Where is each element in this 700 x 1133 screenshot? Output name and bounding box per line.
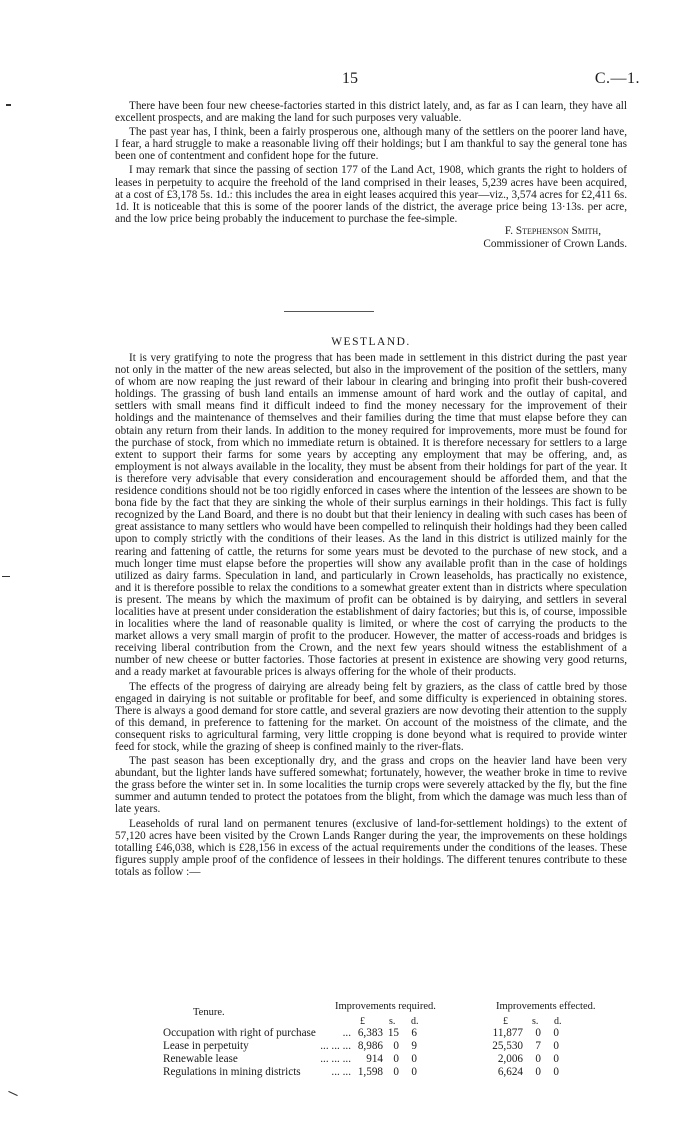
section-2-body [115,352,627,878]
effected-pounds: 11,877 [492,1027,523,1039]
paragraph: There have been four new cheese-factories started in this district lately, and, as far as I can learn, they have all excellent prospects, and are making the land for such purposes very valuable. [115,100,627,125]
dot-leader: ... ... [331,1066,351,1078]
tenure-name: Occupation with right of purchase [163,1027,316,1039]
dot-leader: ... ... ... [320,1040,351,1052]
scan-artifact [6,104,11,106]
required-shillings: 0 [393,1040,399,1052]
unit-pence: d. [554,1016,562,1027]
unit-shillings: s. [532,1016,539,1027]
document-code: C.—1. [594,70,640,87]
required-pence: 9 [411,1040,417,1052]
table-units-row [115,1016,627,1027]
required-pence: 6 [411,1027,417,1039]
effected-pounds: 6,624 [497,1066,523,1078]
effected-shillings: 7 [535,1040,541,1052]
paragraph: I may remark that since the passing of section 177 of the Land Act, 1908, which grants the right to holders of leases in perpetuity to acquire the freehold of the land comprised in their leases, 5,239 acres have been acquired, at a cost of £3,178 5s. 1d.: this includes the area in eight leases acquired this year—viz., 3,574 acres for £2,411 6s. 1d. It is noticeable that this is some of the poorer lands of the district, the average price being 13·13s. per acre, and the low price being probably the inducement to purchase the fee-simple. [115,164,627,225]
paragraph: Leaseholds of rural land on permanent tenures (exclusive of land-for-settlement holdings) to the extent of 57,120 acres have been visited by the Crown Lands Ranger during the year, the improvements on these holdings totalling £46,038, which is £28,156 in excess of the actual requirements under the conditions of the leases. These figures supply ample proof of the confidence of lessees in their holdings. The different tenures contribute to these totals as follow :— [115,817,627,878]
column-header-tenure: Tenure. [193,1007,225,1018]
table-row [115,1066,627,1079]
table-row [115,1053,627,1066]
improvements-table [115,1003,627,1079]
column-header-effected: Improvements effected. [496,1001,596,1012]
required-pence: 0 [411,1066,417,1078]
required-shillings: 0 [393,1053,399,1065]
column-header-required: Improvements required. [335,1001,436,1012]
required-pounds: 6,383 [357,1027,383,1039]
tenure-name: Lease in perpetuity [163,1040,249,1052]
effected-pence: 0 [553,1066,559,1078]
page-header [0,70,700,88]
scan-artifact [2,576,10,577]
table-row [115,1027,627,1040]
dot-leader: ... ... ... [320,1053,351,1065]
section-1-body [115,100,627,251]
effected-pounds: 2,006 [497,1053,523,1065]
effected-pence: 0 [553,1027,559,1039]
effected-shillings: 0 [535,1053,541,1065]
required-shillings: 0 [393,1066,399,1078]
effected-pence: 0 [553,1053,559,1065]
paragraph: The past year has, I think, been a fairly prosperous one, although many of the settlers on the poorer land have, I fear, a hard struggle to make a reasonable living off their holdings; but I am thankful to say the general tone has been one of contentment and confident hope for the future. [115,126,627,163]
signature-block [115,225,627,251]
section-heading: WESTLAND. [331,336,411,348]
required-pence: 0 [411,1053,417,1065]
effected-shillings: 0 [535,1027,541,1039]
unit-shillings: s. [389,1016,396,1027]
paragraph: It is very gratifying to note the progress that has been made in settlement in this district during the past year not only in the matter of the new areas selected, but also in the improvement of the position of the settlers, many of whom are now reaping the just reward of their labour in clearing and bringing into profit their bush-covered holdings. The grassing of bush land entails an immense amount of hard work and the outlay of capital, and settlers with small means find it difficult indeed to find the money necessary for the improvement of their holdings and the maintenance of themselves and their families during the time that must elapse before they can obtain any return from their lands. In addition to the money required for improvements, more must be found for the purchase of stock, from which no immediate return is obtained. It is therefore necessary for settlers to a large extent to support their farms for some years by accepting any employment that may be offering, and, as employment is not always available in the locality, they must be absent from their holdings for part of the year. It is therefore very advisable that every consideration and encouragement should be afforded them, and that the residence conditions should not be too rigidly enforced in cases where the intention of the lessees are shown to be bona fide by the fact that they are sinking the whole of their surplus earnings in their holdings. This fact is fully recognized by the Land Board, and there is no doubt but that their leniency in dealing with such cases has been of great assistance to many settlers who would have been compelled to relinquish their holdings had they been called upon to comply strictly with the conditions of their leases. As the land in this district is utilized mainly for the rearing and fattening of cattle, the returns for some years must be devoted to the purchase of new stock, and a much longer time must elapse before the properties will show any available profit than in the case of holdings utilized as dairy farms. Speculation in land, and particularly in Crown leaseholds, has practically no existence, and it is therefore possible to relax the conditions to a somewhat greater extent than in districts where speculation is present. The means by which the maximum of profit can be obtained is by dairying, and settlers in several localities have at present under consideration the establishment of dairy factories; but this is, of course, impossible in localities where the land of reasonable quality is limited, or where the cost of carrying the products to the market allows a very small margin of profit to the producer. However, the matter of access-roads and bridges is receiving liberal contribution from the Crown, and the next few years should witness the establishment of a number of new cheese or butter factories. Those factories at present in existence are showing very good returns, and a ready market at favourable prices is always offering for the whole of their products. [115,352,628,679]
dot-leader: ... [342,1027,351,1039]
required-pounds: 914 [366,1053,383,1065]
section-divider [284,311,374,312]
tenure-name: Renewable lease [163,1053,238,1065]
paragraph: The effects of the progress of dairying are already being felt by graziers, as the class of cattle bred by those engaged in dairying is not suitable or profitable for beef, and some difficulty is experienced in obtaining stores. There is always a good demand for store cattle, and several graziers are now devoting their attention to the supply of this demand, in preference to fattening for the market. On account of the moistness of the climate, and the consequent risks to agricultural farming, very little cropping is done beyond what is required to provide winter feed for stock, while the grazing of sheep is confined mainly to the river-flats. [115,680,627,753]
required-pounds: 8,986 [357,1040,383,1052]
table-row [115,1040,627,1053]
table-header-row [115,1003,627,1016]
unit-pence: d. [411,1016,419,1027]
paragraph: The past season has been exceptionally dry, and the grass and crops on the heavier land have been very abundant, but the lighter lands have suffered somewhat; fortunately, however, the weather broke in time to revive the grass before the winter set in. In some localities the turnip crops were severely attacked by the fly, but the fine summer and autumn tended to protect the potatoes from the blight, from which the damage was much less than of late years. [115,755,627,816]
effected-pence: 0 [553,1040,559,1052]
tenure-name: Regulations in mining districts [163,1066,301,1078]
effected-pounds: 25,530 [492,1040,523,1052]
required-pounds: 1,598 [357,1066,383,1078]
signature-title: Commissioner of Crown Lands. [483,237,627,250]
signature-name: F. Stephenson Smith, [504,224,601,237]
scan-artifact [8,1091,17,1096]
effected-shillings: 0 [535,1066,541,1078]
required-shillings: 15 [387,1027,399,1039]
unit-pounds: £ [360,1016,365,1027]
unit-pounds: £ [503,1016,508,1027]
page-number: 15 [342,70,358,87]
